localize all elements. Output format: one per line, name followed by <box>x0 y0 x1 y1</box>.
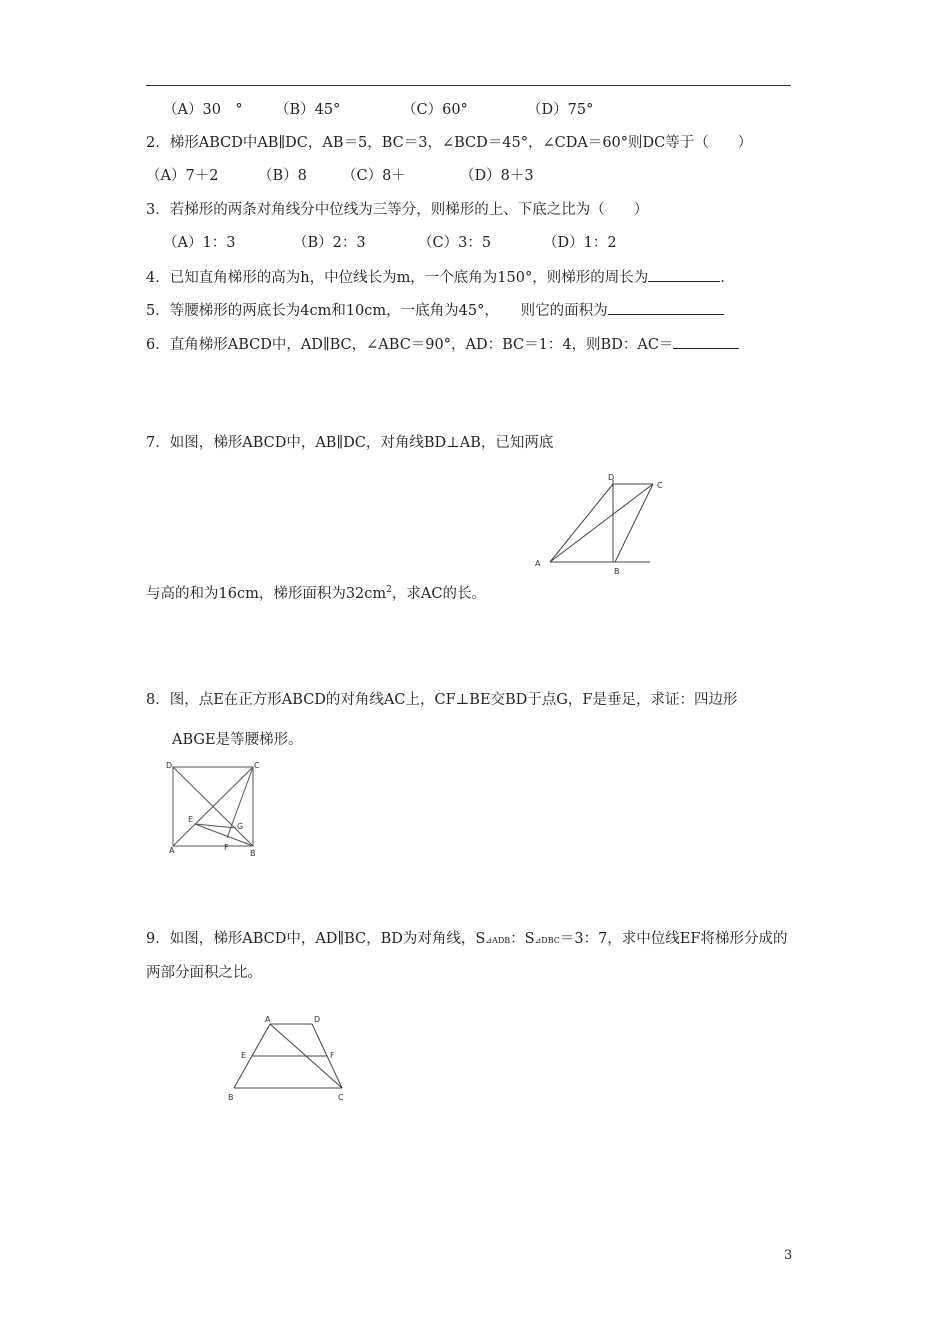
q8-label-g: G <box>237 822 244 831</box>
q7-text-line1: 7．如图，梯形ABCD中，AB∥DC，对角线BD⊥AB，已知两底 <box>146 435 554 451</box>
q9-subscript-dbc: ⊿DBC <box>534 936 560 945</box>
q8-label-d: D <box>166 761 173 770</box>
q5-line <box>146 300 724 321</box>
q2-option-a: （A）7＋2 <box>146 168 219 184</box>
q3-option-b: （B）2：3 <box>293 235 366 251</box>
q9-trapezoid-figure <box>222 1012 372 1112</box>
q6-text: 6．直角梯形ABCD中，AD∥BC，∠ABC＝90°，AD：BC＝1：4，则BD：AC＝ <box>146 337 674 353</box>
q1-option-a: （A）30 ° <box>163 102 243 118</box>
q9-line1-part2: ：S <box>510 931 535 947</box>
q9-label-d: D <box>314 1015 321 1024</box>
q4-end: . <box>720 270 725 286</box>
q5-text: 5．等腰梯形的两底长为4cm和10cm，一底角为45°， 则它的面积为 <box>146 303 608 319</box>
q9-label-a: A <box>265 1015 271 1024</box>
q4-text: 4．已知直角梯形的高为h，中位线长为m，一个底角为150°，则梯形的周长为 <box>146 270 649 286</box>
q9-label-e: E <box>241 1051 247 1060</box>
q5-answer-blank[interactable] <box>608 300 724 315</box>
q7-trapezoid-figure <box>525 468 663 578</box>
q8-label-a: A <box>169 846 175 855</box>
q2-text: 2．梯形ABCD中AB∥DC，AB＝5，BC＝3，∠BCD＝45°，∠CDA＝60°则DC等于（ ） <box>146 135 753 151</box>
q9-subscript-adb: ⊿ADB <box>485 936 511 945</box>
q6-answer-blank[interactable] <box>673 334 739 349</box>
q9-line1-part3: ＝3：7，求中位线EF将梯形分成的 <box>559 931 788 947</box>
q9-label-b: B <box>228 1093 234 1102</box>
q7-line2-part2: ，求AC的长。 <box>391 585 486 602</box>
q8-label-e: E <box>188 815 194 824</box>
q6-line <box>146 334 739 355</box>
q2-option-d: （D）8＋3 <box>460 168 534 184</box>
q3-text: 3．若梯形的两条对角线分中位线为三等分，则梯形的上、下底之比为（ ） <box>146 202 649 218</box>
q4-answer-blank[interactable] <box>648 267 720 282</box>
q8-text-line2: ABGE是等腰梯形。 <box>172 732 303 748</box>
q2-option-b: （B）8 <box>258 168 307 184</box>
q9-label-f: F <box>330 1051 335 1060</box>
header-rule <box>146 85 791 86</box>
q3-option-c: （C）3：5 <box>418 235 492 251</box>
q8-label-c: C <box>254 761 260 770</box>
q7-label-b: B <box>614 567 620 576</box>
q7-text-line2 <box>146 580 486 604</box>
page-number: 3 <box>784 1248 793 1263</box>
q7-superscript: 2 <box>386 585 392 595</box>
q9-label-c: C <box>338 1093 344 1102</box>
q9-text-line1 <box>146 929 787 951</box>
q4-line <box>146 267 725 288</box>
q7-label-a: A <box>535 559 541 568</box>
q3-option-d: （D）1：2 <box>543 235 617 251</box>
q1-option-c: （C）60° <box>402 102 468 118</box>
q8-label-f: F <box>224 843 229 852</box>
q1-option-d: （D）75° <box>527 102 594 118</box>
q7-line2-part1: 与高的和为16cm，梯形面积为32cm <box>146 585 387 602</box>
q9-line1-part1: 9．如图，梯形ABCD中，AD∥BC，BD为对角线，S <box>146 931 486 947</box>
q8-text-line1: 8．图，点E在正方形ABCD的对角线AC上，CF⊥BE交BD于点G，F是垂足，求证：四边形 <box>146 692 738 708</box>
q7-label-c: C <box>657 481 663 490</box>
q9-text-line2: 两部分面积之比。 <box>146 965 262 981</box>
q2-option-c: （C）8＋ <box>342 168 406 184</box>
q8-label-b: B <box>250 849 256 858</box>
q8-square-figure <box>160 758 265 860</box>
q7-label-d: D <box>608 473 615 482</box>
q1-option-b: （B）45° <box>275 102 341 118</box>
q3-option-a: （A）1：3 <box>163 235 236 251</box>
